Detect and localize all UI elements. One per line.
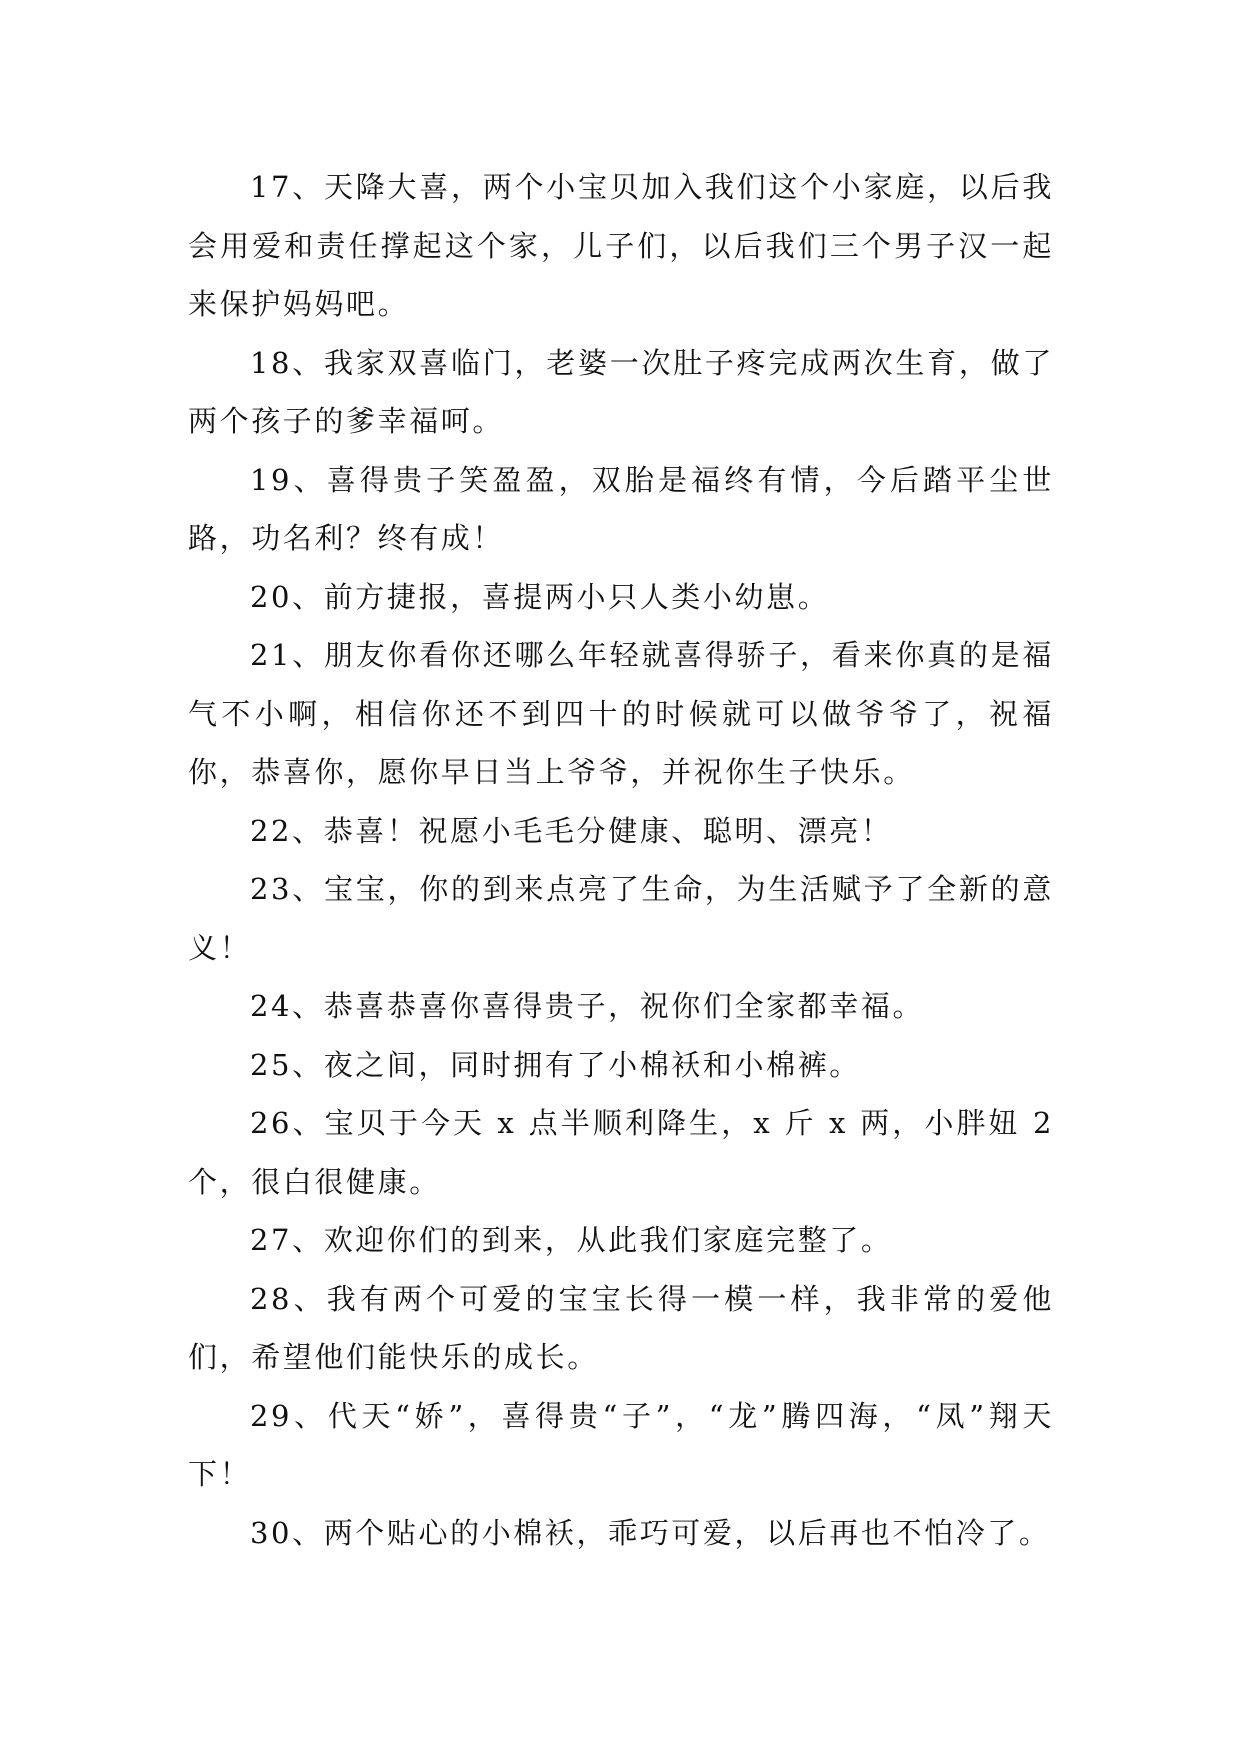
paragraph-30: 30、两个贴心的小棉袄，乖巧可爱，以后再也不怕冷了。 (250, 1515, 1051, 1550)
document-body (188, 158, 1054, 1562)
paragraph-25: 25、夜之间，同时拥有了小棉袄和小棉裤。 (250, 1047, 861, 1082)
paragraph-21: 21、朋友你看你还哪么年轻就喜得骄子，看来你真的是福气不小啊，相信你还不到四十的时候就可以做爷爷了，祝福你，恭喜你，愿你早日当上爷爷，并祝你生子快乐。 (188, 638, 1054, 789)
paragraph-19: 19、喜得贵子笑盈盈，双胎是福终有情，今后踏平尘世路，功名利？终有成！ (188, 462, 1054, 555)
paragraph-17: 17、天降大喜，两个小宝贝加入我们这个小家庭，以后我会用爱和责任撑起这个家，儿子们，以后我们三个男子汉一起来保护妈妈吧。 (188, 170, 1054, 321)
paragraph-28: 28、我有两个可爱的宝宝长得一模一样，我非常的爱他们，希望他们能快乐的成长。 (188, 1281, 1054, 1374)
paragraph-23: 23、宝宝，你的到来点亮了生命，为生活赋予了全新的意义！ (188, 872, 1054, 965)
paragraph-20: 20、前方捷报，喜提两小只人类小幼崽。 (250, 579, 830, 614)
paragraph-24: 24、恭喜恭喜你喜得贵子，祝你们全家都幸福。 (250, 989, 925, 1023)
paragraph-27: 27、欢迎你们的到来，从此我们家庭完整了。 (250, 1223, 893, 1257)
paragraph-22: 22、恭喜！祝愿小毛毛分健康、聪明、漂亮！ (250, 813, 893, 848)
paragraph-18: 18、我家双喜临门，老婆一次肚子疼完成两次生育，做了两个孩子的爹幸福呵。 (188, 345, 1054, 438)
paragraph-29: 29、代天“娇”，喜得贵“子”，“龙”腾四海，“凤”翔天下！ (188, 1398, 1054, 1491)
paragraph-26: 26、宝贝于今天 x 点半顺利降生，x 斤 x 两，小胖妞 2 个，很白很健康。 (188, 1106, 1054, 1199)
